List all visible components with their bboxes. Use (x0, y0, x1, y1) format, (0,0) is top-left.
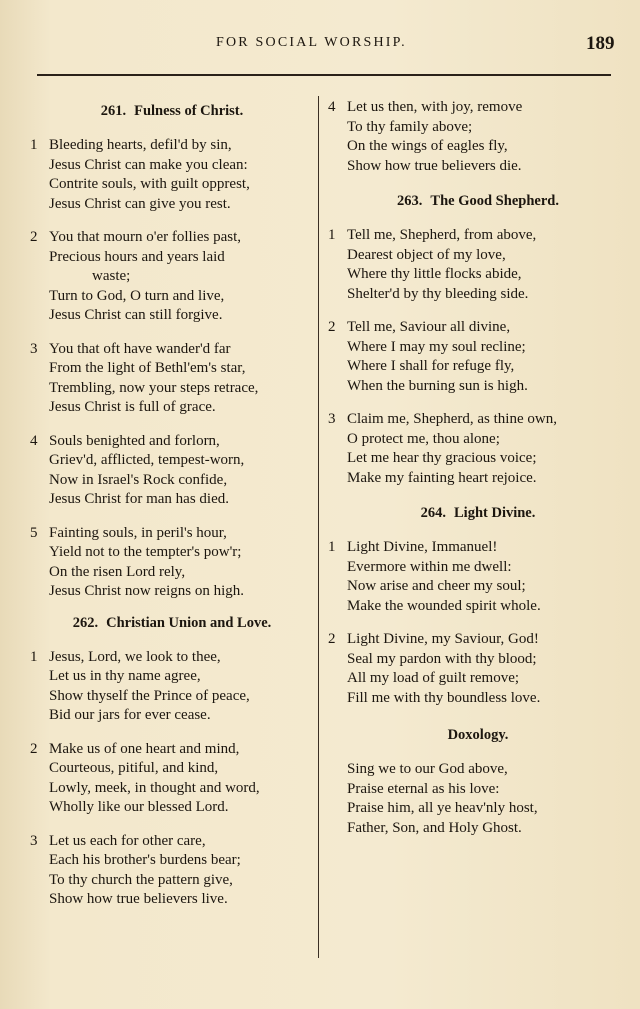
line-text: You that mourn o'er follies past, (49, 229, 241, 245)
line-text: Turn to God, O turn and live, (49, 287, 225, 304)
stanza (328, 630, 628, 708)
stanza (328, 318, 628, 396)
line-text: Bid our jars for ever cease. (49, 707, 211, 723)
stanza-number: 1 (30, 137, 38, 153)
hymn-title: Christian Union and Love. (106, 614, 272, 631)
stanza-line (328, 780, 628, 800)
stanza-line (328, 338, 628, 358)
stanza-line (30, 340, 314, 360)
line-text: On the wings of eagles fly, (347, 138, 508, 154)
stanza (328, 538, 628, 616)
stanza-line (328, 630, 628, 650)
line-text: Jesus Christ is full of grace. (49, 399, 216, 415)
hymn-block (328, 98, 628, 176)
hymn-block (30, 100, 314, 602)
stanza-line (30, 779, 314, 799)
line-text: Show thyself the Prince of peace, (49, 687, 250, 704)
line-text: Griev'd, afflicted, tempest-worn, (49, 452, 245, 468)
stanza (30, 228, 314, 326)
hymn-title: Light Divine. (454, 505, 536, 521)
stanza-line (30, 667, 314, 687)
stanza (30, 340, 314, 418)
stanza-line (328, 449, 628, 469)
line-text: Now in Israel's Rock confide, (49, 471, 228, 488)
stanza-number: 3 (30, 832, 38, 849)
hymn-number: 263. (397, 193, 423, 209)
running-title: FOR SOCIAL WORSHIP. (216, 35, 407, 50)
line-text: Where I shall for refuge fly, (347, 358, 515, 374)
stanza-line (30, 582, 314, 602)
stanza-number: 1 (30, 648, 38, 665)
hymn-heading (30, 100, 314, 122)
line-text: Let us then, with joy, remove (347, 99, 523, 115)
stanza (328, 98, 628, 176)
line-text: Let us in thy name agree, (49, 668, 201, 684)
hymn-heading (328, 502, 628, 524)
hymn-block (328, 190, 628, 488)
line-text: Show how true believers die. (347, 157, 522, 174)
line-text: Tell me, Saviour all divine, (347, 319, 511, 335)
header-rule (37, 74, 611, 76)
stanza-number: 4 (30, 432, 38, 449)
line-text: Fainting souls, in peril's hour, (49, 524, 227, 541)
hymn-title: The Good Shepherd. (430, 193, 559, 209)
stanza-line (30, 740, 314, 760)
line-text: Praise him, all ye heav'nly host, (347, 800, 538, 816)
stanza-line (30, 524, 314, 544)
stanza (30, 432, 314, 510)
stanza-line (328, 318, 628, 338)
line-text: Precious hours and years laid (49, 248, 225, 265)
line-text: Evermore within me dwell: (347, 558, 512, 575)
stanza-line (30, 451, 314, 471)
stanza-line (30, 195, 314, 215)
stanza-line (30, 543, 314, 563)
stanza-line (30, 759, 314, 779)
line-text: Claim me, Shepherd, as thine own, (347, 411, 557, 427)
stanza-line (328, 760, 628, 780)
stanza-line (328, 265, 628, 285)
stanza (328, 226, 628, 304)
stanza-line (328, 650, 628, 670)
line-text: Praise eternal as his love: (347, 780, 500, 797)
line-text: Jesus Christ can still forgive. (49, 307, 223, 323)
stanza-number: 5 (30, 524, 38, 541)
hymn-block (30, 612, 314, 910)
stanza-line (328, 357, 628, 377)
hymn-number: 261. (100, 103, 127, 119)
line-text: All my load of guilt remove; (347, 670, 520, 686)
stanza-number: 3 (328, 411, 336, 427)
line-text: Sing we to our God above, (347, 761, 508, 777)
line-text: Yield not to the tempter's pow'r; (49, 544, 242, 560)
line-text: Light Divine, Immanuel! (347, 539, 498, 555)
stanza-line (328, 377, 628, 397)
stanza-line (30, 359, 314, 379)
line-text: You that oft have wander'd far (49, 340, 231, 357)
stanza-line (30, 398, 314, 418)
stanza-line (328, 246, 628, 266)
stanza-line (30, 871, 314, 891)
stanza-line (328, 157, 628, 177)
stanza-line (30, 687, 314, 707)
stanza (30, 740, 314, 818)
line-text: waste; (92, 268, 131, 284)
line-text: Courteous, pitiful, and kind, (49, 760, 219, 776)
stanza (328, 410, 628, 488)
line-text: On the risen Lord rely, (49, 563, 186, 580)
stanza-line (328, 799, 628, 819)
stanza-line (328, 285, 628, 305)
hymn-block (328, 502, 628, 708)
stanza-line (30, 248, 314, 268)
hymn-title: Doxology. (447, 727, 509, 743)
line-text: Light Divine, my Saviour, God! (347, 631, 539, 647)
stanza-line (30, 175, 314, 195)
stanza-line (328, 558, 628, 578)
stanza-line (30, 379, 314, 399)
hymn-heading (328, 724, 628, 746)
line-text: Where I may my soul recline; (347, 338, 526, 355)
stanza-line (328, 469, 628, 489)
hymn-title: Fulness of Christ. (134, 103, 244, 119)
line-text: Bleeding hearts, defil'd by sin, (49, 137, 232, 153)
line-text: O protect me, thou alone; (347, 430, 500, 447)
line-text: Each his brother's burdens bear; (49, 852, 241, 868)
line-text: Contrite souls, with guilt opprest, (49, 176, 250, 192)
line-text: To thy family above; (347, 118, 473, 135)
stanza-number: 4 (328, 99, 336, 115)
stanza-line (30, 851, 314, 871)
right-column (328, 92, 628, 838)
stanza-line (30, 798, 314, 818)
line-text: Jesus Christ can make you clean: (49, 156, 248, 173)
stanza-number: 3 (30, 340, 38, 357)
hymn-heading (30, 612, 314, 634)
stanza-line (30, 267, 314, 287)
stanza-line (328, 819, 628, 839)
stanza-line (328, 226, 628, 246)
stanza-line (30, 471, 314, 491)
line-text: Show how true believers live. (49, 891, 228, 907)
stanza (328, 760, 628, 838)
line-text: Let us each for other care, (49, 832, 206, 849)
stanza-line (328, 430, 628, 450)
line-text: Jesus Christ for man has died. (49, 491, 229, 507)
stanza-line (328, 98, 628, 118)
line-text: Fill me with thy boundless love. (347, 689, 541, 706)
stanza-line (30, 432, 314, 452)
stanza-line (30, 228, 314, 248)
line-text: Where thy little flocks abide, (347, 266, 522, 282)
stanza-line (328, 597, 628, 617)
hymn-block (328, 724, 628, 838)
stanza-line (328, 538, 628, 558)
line-text: Tell me, Shepherd, from above, (347, 227, 537, 243)
line-text: From the light of Bethl'em's star, (49, 360, 246, 376)
line-text: Now arise and cheer my soul; (347, 578, 526, 594)
stanza-line (30, 156, 314, 176)
stanza-number: 2 (328, 631, 336, 647)
stanza-line (328, 577, 628, 597)
running-head (0, 33, 640, 57)
stanza (30, 136, 314, 214)
stanza-line (30, 832, 314, 852)
stanza-line (30, 563, 314, 583)
stanza (30, 832, 314, 910)
stanza-line (328, 118, 628, 138)
stanza-line (30, 136, 314, 156)
stanza-line (30, 287, 314, 307)
line-text: Dearest object of my love, (347, 246, 506, 263)
stanza (30, 524, 314, 602)
page-number: 189 (586, 33, 615, 54)
line-text: Make the wounded spirit whole. (347, 597, 541, 614)
stanza (30, 648, 314, 726)
line-text: Make us of one heart and mind, (49, 740, 240, 757)
line-text: Souls benighted and forlorn, (49, 432, 220, 449)
line-text: Jesus Christ can give you rest. (49, 195, 231, 212)
line-text: Let me hear thy gracious voice; (347, 450, 537, 466)
hymn-heading (328, 190, 628, 212)
stanza-line (30, 890, 314, 910)
line-text: Jesus, Lord, we look to thee, (49, 648, 221, 665)
stanza-line (30, 306, 314, 326)
line-text: When the burning sun is high. (347, 377, 528, 394)
line-text: To thy church the pattern give, (49, 871, 233, 888)
stanza-number: 2 (328, 319, 336, 335)
stanza-number: 2 (30, 229, 38, 245)
stanza-line (328, 410, 628, 430)
stanza-number: 1 (328, 227, 336, 243)
line-text: Shelter'd by thy bleeding side. (347, 285, 529, 302)
stanza-line (30, 706, 314, 726)
column-divider (318, 96, 319, 958)
line-text: Lowly, meek, in thought and word, (49, 779, 260, 796)
stanza-line (328, 137, 628, 157)
stanza-number: 2 (30, 740, 38, 757)
left-column (30, 92, 314, 910)
line-text: Make my fainting heart rejoice. (347, 469, 537, 486)
stanza-line (328, 669, 628, 689)
stanza-line (30, 490, 314, 510)
hymn-number: 262. (72, 614, 99, 631)
stanza-line (30, 648, 314, 668)
stanza-line (328, 689, 628, 709)
stanza-number: 1 (328, 539, 336, 555)
line-text: Seal my pardon with thy blood; (347, 650, 537, 667)
line-text: Jesus Christ now reigns on high. (49, 583, 244, 599)
line-text: Trembling, now your steps retrace, (49, 379, 259, 396)
hymn-number: 264. (420, 505, 446, 521)
line-text: Wholly like our blessed Lord. (49, 799, 229, 815)
line-text: Father, Son, and Holy Ghost. (347, 819, 522, 836)
